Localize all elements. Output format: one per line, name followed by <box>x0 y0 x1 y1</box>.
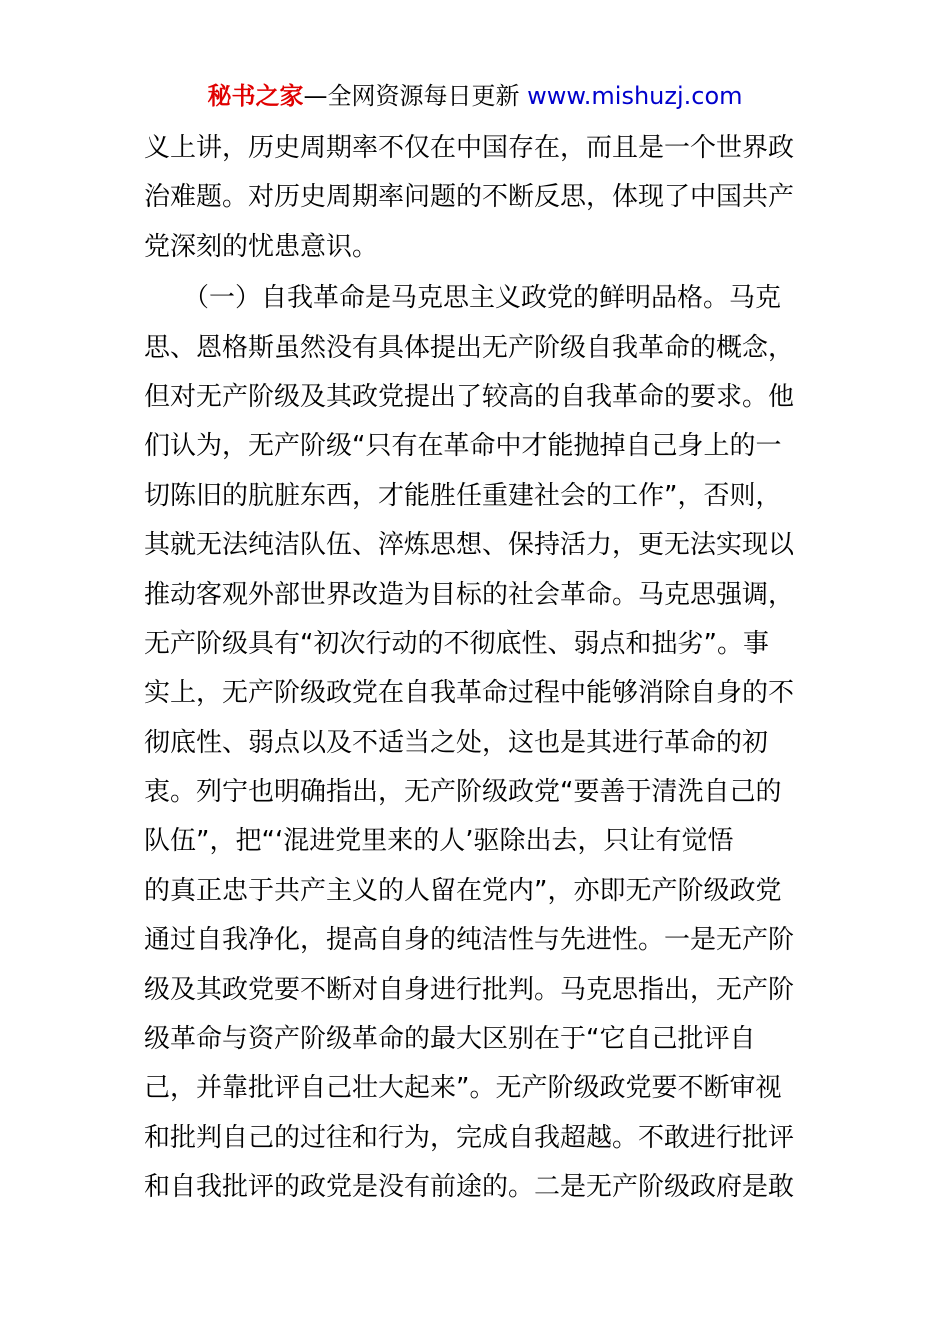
text-line: 其就无法纯洁队伍、淬炼思想、保持活力，更无法实现以 <box>144 530 795 561</box>
text-line: 们认为，无产阶级“只有在革命中才能抛掉自己身上的一 <box>144 431 782 462</box>
text-line: 和自我批评的政党是没有前途的。二是无产阶级政府是敢 <box>144 1172 795 1203</box>
text-line: 彻底性、弱点以及不适当之处，这也是其进行革命的初 <box>144 727 769 758</box>
text-line: 衷。列宁也明确指出，无产阶级政党“要善于清洗自己的 <box>144 777 782 808</box>
text-line: 义上讲，历史周期率不仅在中国存在，而且是一个世界政 <box>144 133 795 163</box>
text-line: 的真正忠于共产主义的人留在党内”，亦即无产阶级政党 <box>144 875 782 906</box>
text-line: 和批判自己的过往和行为，完成自我超越。不敢进行批评 <box>144 1122 795 1153</box>
text-line: 级及其政党要不断对自身进行批判。马克思指出，无产阶 <box>144 974 795 1005</box>
document-body <box>144 124 808 1213</box>
text-line: 己，并靠批评自己壮大起来”。无产阶级政党要不断审视 <box>144 1073 782 1104</box>
site-brand: 秘书之家 <box>207 82 304 110</box>
text-line: 治难题。对历史周期率问题的不断反思，体现了中国共产 <box>144 182 795 213</box>
header-dash: — <box>303 82 328 110</box>
text-line: 切陈旧的肮脏东西，才能胜任重建社会的工作”，否则， <box>144 480 782 511</box>
text-line: 通过自我净化，提高自身的纯洁性与先进性。一是无产阶 <box>144 925 795 956</box>
text-line: 级革命与资产阶级革命的最大区别在于“它自己批评自 <box>144 1024 756 1055</box>
text-line: 但对无产阶级及其政党提出了较高的自我革命的要求。他 <box>144 381 795 412</box>
site-url-link[interactable]: www.mishuzj.com <box>527 82 743 110</box>
text-line: 推动客观外部世界改造为目标的社会革命。马克思强调， <box>144 579 795 610</box>
paragraph-heading-line: （一）自我革命是马克思主义政党的鲜明品格。马克 <box>144 283 782 314</box>
page-header <box>0 80 950 112</box>
header-slogan: 全网资源每日更新 <box>327 82 520 110</box>
text-line: 党深刻的忧患意识。 <box>144 231 379 262</box>
text-line: 队伍”，把“‘混进党里来的人’驱除出去，只让有觉悟 <box>144 826 734 857</box>
text-line: 思、恩格斯虽然没有具体提出无产阶级自我革命的概念， <box>144 332 795 363</box>
text-line: 无产阶级具有“初次行动的不彻底性、弱点和拙劣”。事 <box>144 628 769 659</box>
text-line: 实上，无产阶级政党在自我革命过程中能够消除自身的不 <box>144 678 795 709</box>
